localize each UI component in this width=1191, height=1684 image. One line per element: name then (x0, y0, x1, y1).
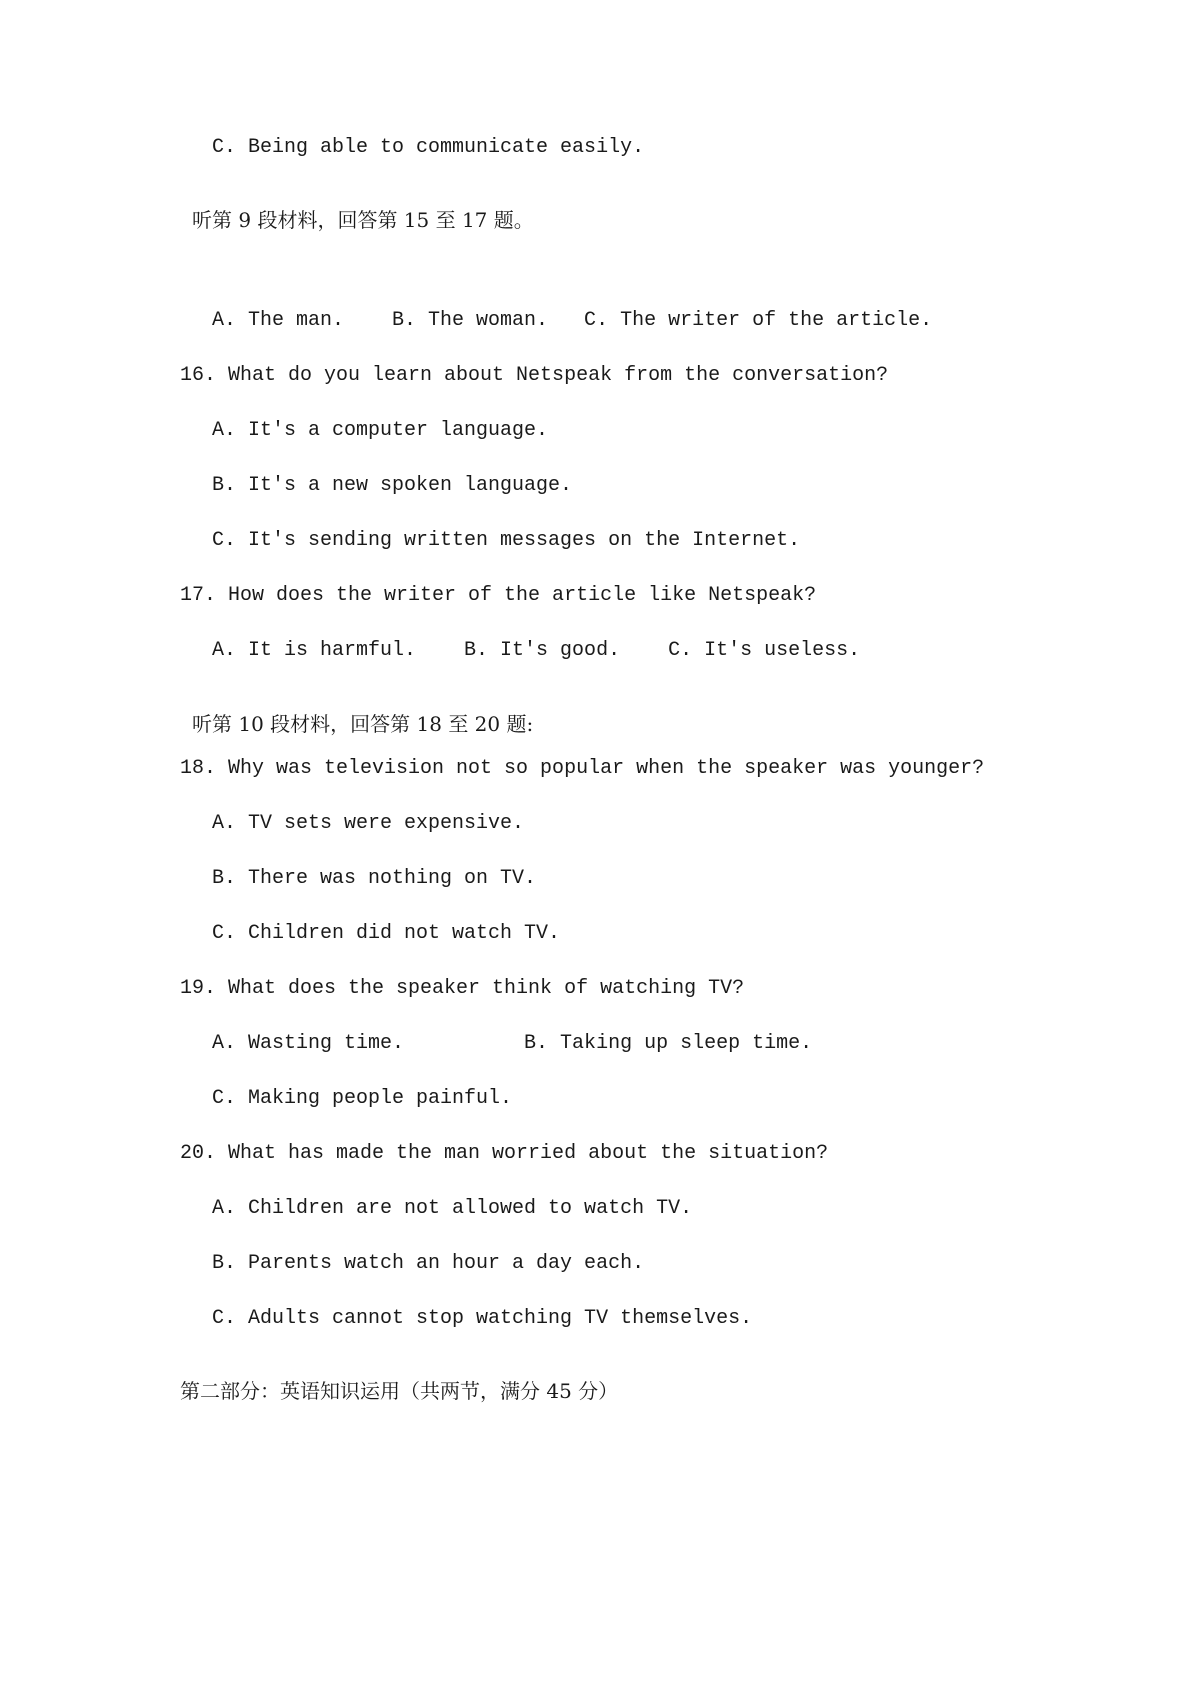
option-line: C. Making people painful. (212, 1087, 513, 1110)
question-18: 18. Why was television not so popular when the speaker was younger? (180, 757, 985, 780)
option-line: A. It's a computer language. (212, 419, 549, 442)
question-20: 20. What has made the man worried about the situation? (180, 1142, 829, 1165)
question-17: 17. How does the writer of the article like Netspeak? (180, 584, 817, 607)
option-line: C. Adults cannot stop watching TV themselves. (212, 1307, 753, 1330)
option-line: C. It's sending written messages on the Internet. (212, 529, 801, 552)
section-instruction: 听第 10 段材料，回答第 18 至 20 题: (192, 712, 534, 736)
option-line: B. There was nothing on TV. (212, 867, 537, 890)
option-line: C. Being able to communicate easily. (212, 136, 645, 159)
question-19: 19. What does the speaker think of watching TV? (180, 977, 745, 1000)
option-line: B. Parents watch an hour a day each. (212, 1252, 645, 1275)
option-line: C. Children did not watch TV. (212, 922, 561, 945)
option-line: A. Children are not allowed to watch TV. (212, 1197, 693, 1220)
option-line: A. TV sets were expensive. (212, 812, 525, 835)
option-line: A. The man. B. The woman. C. The writer of the article. (212, 309, 933, 332)
option-line: B. It's a new spoken language. (212, 474, 573, 497)
option-line: A. Wasting time. B. Taking up sleep time. (212, 1032, 813, 1055)
part-heading: 第二部分：英语知识运用（共两节，满分 45 分） (180, 1379, 619, 1403)
question-16: 16. What do you learn about Netspeak from the conversation? (180, 364, 889, 387)
option-line: A. It is harmful. B. It's good. C. It's useless. (212, 639, 861, 662)
section-instruction: 听第 9 段材料，回答第 15 至 17 题。 (192, 208, 534, 232)
